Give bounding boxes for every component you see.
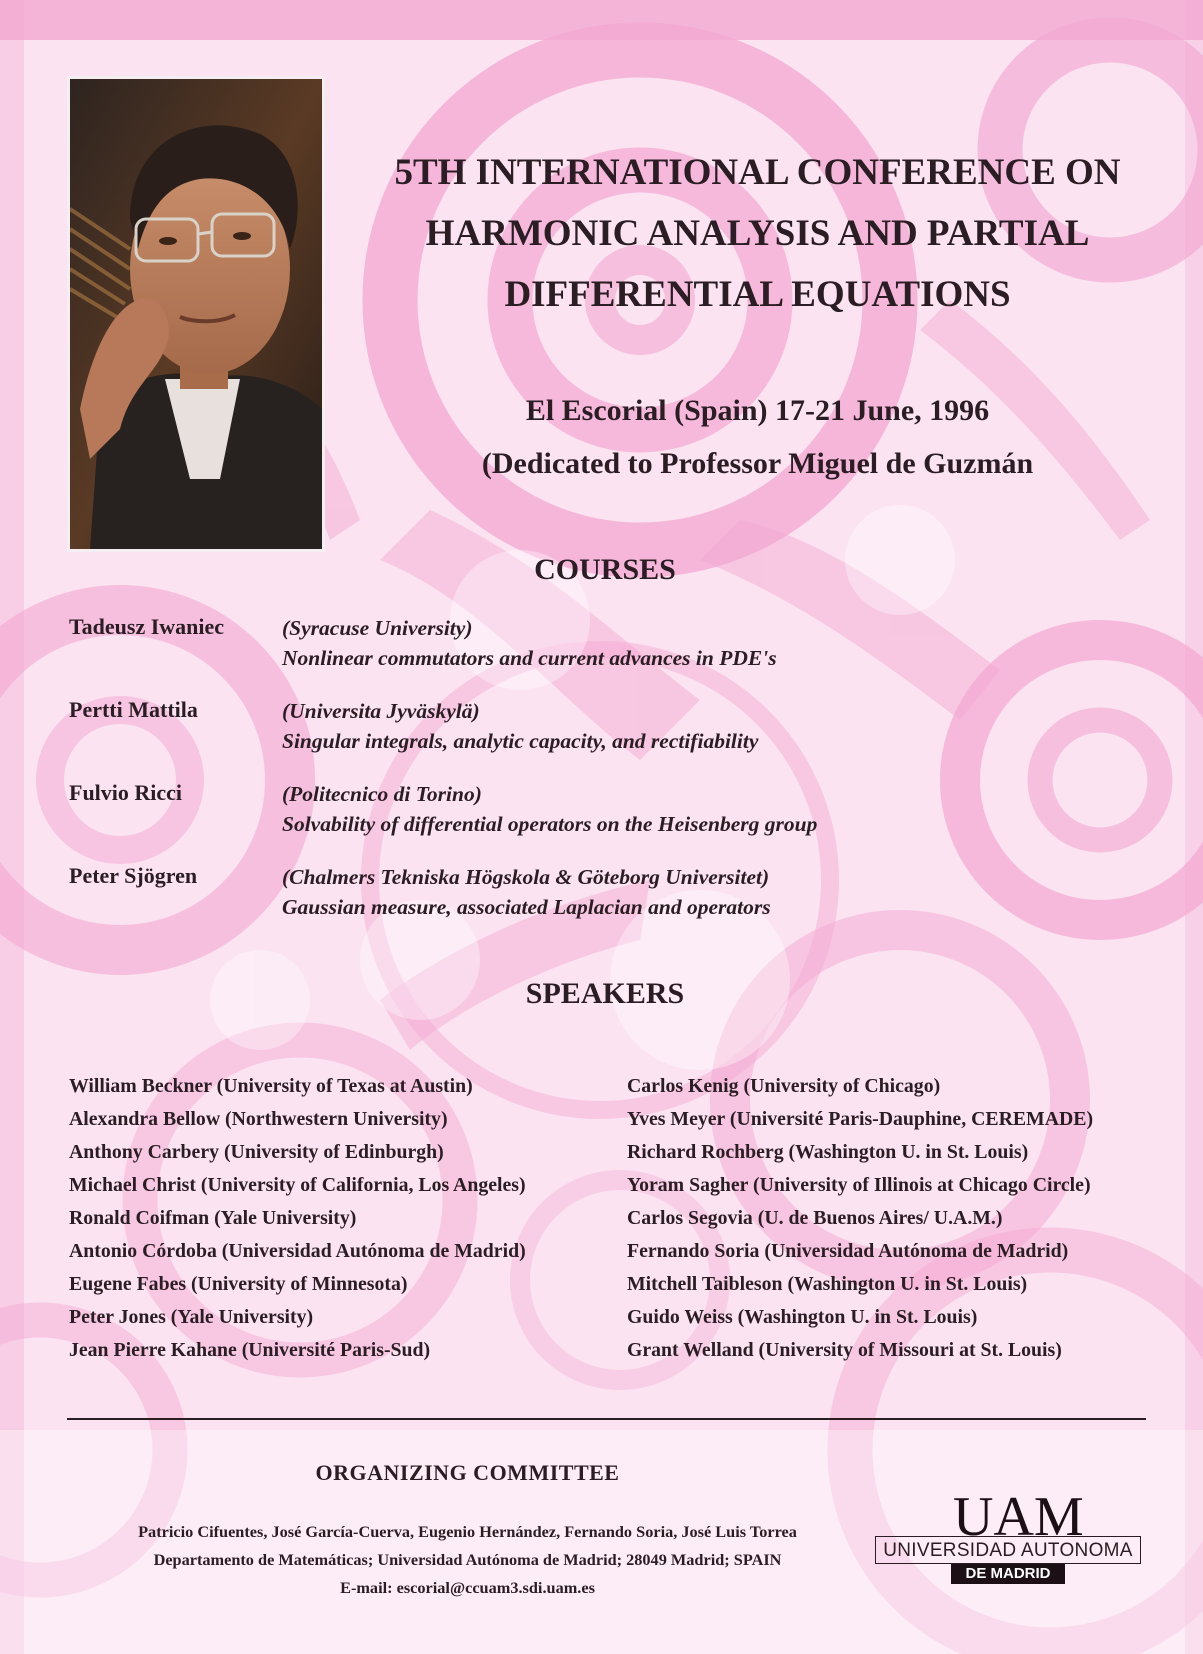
speaker: Alexandra Bellow (Northwestern University): [69, 1108, 448, 1130]
committee-address: Departamento de Matemáticas; Universidad Autónoma de Madrid; 28049 Madrid; SPAIN: [153, 1550, 782, 1569]
speaker: Carlos Segovia (U. de Buenos Aires/ U.A.M.): [627, 1207, 1003, 1229]
course-details: [282, 862, 1162, 922]
speaker: Jean Pierre Kahane (Université Paris-Sud): [69, 1339, 431, 1361]
speaker: Carlos Kenig (University of Chicago): [627, 1075, 941, 1097]
course-details: [282, 779, 1162, 839]
committee-members: Patricio Cifuentes, José García-Cuerva, Eugenio Hernández, Fernando Soria, José Luis Torrea: [138, 1522, 797, 1541]
speaker: Ronald Coifman (Yale University): [69, 1207, 357, 1229]
course-affiliation: (Chalmers Tekniska Högskola & Göteborg Universitet): [282, 865, 770, 889]
portrait-photo: [67, 76, 325, 552]
course-topic: Nonlinear commutators and current advances in PDE's: [282, 646, 777, 670]
course-lecturer: Pertti Mattila: [69, 697, 198, 722]
portrait-icon: [70, 79, 322, 549]
speaker: Mitchell Taibleson (Washington U. in St. Louis): [627, 1273, 1028, 1295]
speaker: Michael Christ (University of California, Los Angeles): [69, 1174, 526, 1196]
speaker: Yoram Sagher (University of Illinois at Chicago Circle): [627, 1174, 1091, 1196]
courses-heading: COURSES: [534, 553, 676, 586]
uam-logo-mark: [873, 1483, 1143, 1539]
course-topic: Singular integrals, analytic capacity, and rectifiability: [282, 729, 759, 753]
course-details: [282, 696, 1162, 756]
section-divider: [67, 1418, 1146, 1420]
speaker: William Beckner (University of Texas at Austin): [69, 1075, 473, 1097]
course-affiliation: (Politecnico di Torino): [282, 782, 482, 806]
speaker: Yves Meyer (Université Paris-Dauphine, CEREMADE): [627, 1108, 1094, 1130]
course-lecturer: Fulvio Ricci: [69, 780, 183, 805]
speaker: Antonio Córdoba (Universidad Autónoma de Madrid): [69, 1240, 526, 1262]
logo-name: UNIVERSIDAD AUTONOMA: [875, 1536, 1141, 1564]
course-topic: Solvability of differential operators on the Heisenberg group: [282, 812, 818, 836]
speaker: Richard Rochberg (Washington U. in St. Louis): [627, 1141, 1029, 1163]
committee-email: E-mail: escorial@ccuam3.sdi.uam.es: [340, 1578, 595, 1597]
committee-heading: ORGANIZING COMMITTEE: [315, 1460, 620, 1485]
speaker: Eugene Fabes (University of Minnesota): [69, 1273, 408, 1295]
speaker: Peter Jones (Yale University): [69, 1306, 314, 1328]
course-affiliation: (Universita Jyväskylä): [282, 699, 480, 723]
speaker: Fernando Soria (Universidad Autónoma de Madrid): [627, 1240, 1069, 1262]
course-affiliation: (Syracuse University): [282, 616, 473, 640]
logo-city: DE MADRID: [951, 1564, 1065, 1584]
course-lecturer: Peter Sjögren: [69, 863, 198, 888]
speakers-left-column: [69, 1070, 609, 1367]
speaker: Grant Welland (University of Missouri at St. Louis): [627, 1339, 1062, 1361]
speakers-heading: SPEAKERS: [525, 977, 685, 1010]
title-line: HARMONIC ANALYSIS AND PARTIAL: [425, 213, 1090, 254]
title-line: 5TH INTERNATIONAL CONFERENCE ON: [394, 152, 1121, 193]
course-topic: Gaussian measure, associated Laplacian and operators: [282, 895, 771, 919]
speakers-right-column: [627, 1070, 1187, 1367]
conference-title: [350, 142, 1165, 325]
course-details: [282, 613, 1162, 673]
venue-date: El Escorial (Spain) 17-21 June, 1996: [525, 394, 990, 427]
logo-mark-text: UAM: [953, 1486, 1084, 1539]
conference-subtitle: [350, 384, 1165, 490]
title-line: DIFFERENTIAL EQUATIONS: [504, 274, 1011, 315]
course-lecturer: Tadeusz Iwaniec: [69, 614, 225, 639]
university-logo: [873, 1483, 1143, 1583]
speaker: Anthony Carbery (University of Edinburgh): [69, 1141, 444, 1163]
speaker: Guido Weiss (Washington U. in St. Louis): [627, 1306, 978, 1328]
dedication: (Dedicated to Professor Miguel de Guzmán: [481, 447, 1034, 480]
